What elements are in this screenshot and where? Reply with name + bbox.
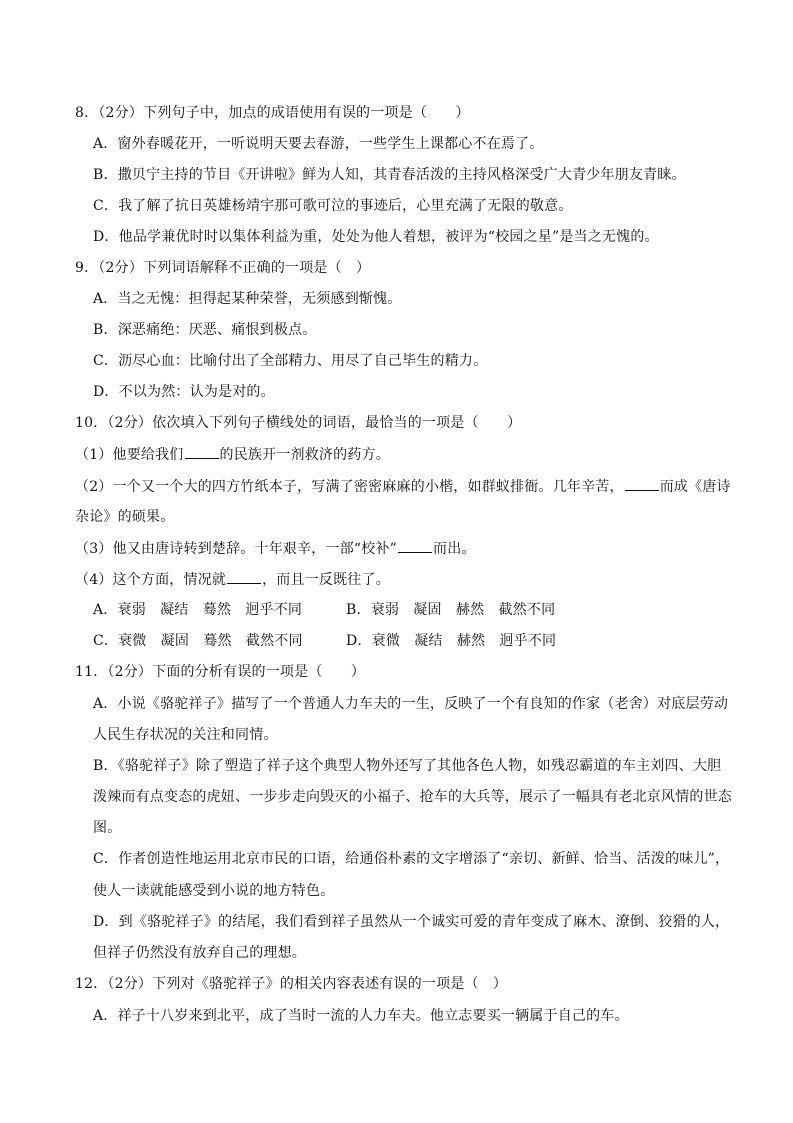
question-11-option-b-line-3: 图。	[93, 820, 122, 836]
sentence-2-suffix: 而成《唐诗	[659, 479, 731, 495]
question-12-stem: 12．（2分）下列对《骆驼祥子》的相关内容表述有误的一项是（ ）	[75, 976, 508, 992]
sentence-3-prefix: （3）他又由唐诗转到楚辞。十年艰辛，一部“校补”	[75, 541, 398, 557]
question-9-stem: 9．（2分）下列词语解释不正确的一项是（ ）	[75, 260, 371, 276]
sentence-2-prefix: （2）一个又一个大的四方竹纸本子，写满了密密麻麻的小楷，如群蚁排衙。几年辛苦，	[75, 479, 624, 495]
question-8-option-d: D．他品学兼优时时以集体利益为重，处处为他人着想，被评为“校园之星”是当之无愧的。	[93, 229, 659, 245]
question-11-option-c-line-2: 使人一读就能感受到小说的地方特色。	[93, 883, 335, 899]
question-11-option-b-line-1: B．《骆驼祥子》除了塑造了祥子这个典型人物外还写了其他各色人物，如残忍霸道的车主刘四、大胆	[93, 758, 722, 774]
sentence-1-prefix: （1）他要给我们	[75, 447, 184, 463]
fill-blank-2	[625, 476, 659, 491]
question-10-sentence-1	[75, 444, 390, 465]
question-11-option-c-line-1: C．作者创造性地运用北京市民的口语，给通俗朴素的文字增添了“亲切、新鲜、恰当、活泼的味儿”，	[93, 851, 730, 867]
question-11-option-a-line-1: A．小说《骆驼祥子》描写了一个普通人力车夫的一生，反映了一个有良知的作家（老舍）对底层劳动	[93, 696, 729, 712]
question-10-options-row-2	[93, 631, 556, 651]
question-10-options-row-1	[93, 600, 555, 620]
question-11-option-a-line-2: 人民生存状况的关注和同情。	[93, 727, 278, 743]
question-11-option-d-line-1: D．到《骆驼祥子》的结尾，我们看到祥子虽然从一个诚实可爱的青年变成了麻木、潦倒、狡猾的人，	[93, 914, 730, 930]
sentence-1-suffix: 的民族开一剂救济的药方。	[219, 447, 390, 463]
question-8-option-a: A．窗外春暖花开，一听说明天要去春游，一些学生上课都心不在焉了。	[93, 136, 544, 152]
question-10-sentence-3	[75, 538, 476, 559]
question-8-option-b: B．撒贝宁主持的节目《开讲啦》鲜为人知，其青春活泼的主持风格深受广大青少年朋友青睐。	[93, 167, 686, 183]
sentence-4-prefix: （4）这个方面，情况就	[75, 572, 227, 588]
question-9-option-d: D．不以为然：认为是对的。	[93, 384, 275, 400]
sentence-3-suffix: 而出。	[433, 541, 476, 557]
sentence-4-suffix: ，而且一反既往了。	[262, 572, 390, 588]
question-10-sentence-2-continuation: 杂论》的硕果。	[75, 509, 175, 525]
fill-blank-3	[398, 538, 432, 553]
question-8-option-c: C．我了解了抗日英雄杨靖宇那可歌可泣的事迹后，心里充满了无限的敬意。	[93, 198, 573, 214]
question-12-option-a: A．祥子十八岁来到北平，成了当时一流的人力车夫。他立志要买一辆属于自己的车。	[93, 1008, 629, 1024]
question-10-option-c: C．衰微 凝固 蓦然 截然不同	[93, 633, 303, 649]
question-10-sentence-4	[75, 569, 390, 590]
question-10-stem: 10．（2分）依次填入下列句子横线处的词语，最恰当的一项是（ ）	[75, 415, 522, 431]
question-10-option-b: B．衰弱 凝固 赫然 截然不同	[346, 602, 556, 618]
question-9-option-b: B．深恶痛绝：厌恶、痛恨到极点。	[93, 322, 317, 338]
question-9-option-c: C．沥尽心血：比喻付出了全部精力、用尽了自己毕生的精力。	[93, 353, 488, 369]
question-11-option-b-line-2: 泼辣而有点变态的虎妞、一步步走向毁灭的小福子、抢车的大兵等，展示了一幅具有老北京风情的世态	[93, 789, 732, 805]
fill-blank-4	[227, 569, 261, 584]
question-9-option-a: A．当之无愧：担得起某种荣誉，无须感到惭愧。	[93, 291, 402, 307]
question-11-stem: 11．（2分）下面的分析有误的一项是（ ）	[75, 664, 366, 680]
question-8-stem: 8．（2分）下列句子中，加点的成语使用有误的一项是（ ）	[75, 105, 470, 121]
question-10-option-d: D．衰微 凝结 赫然 迥乎不同	[346, 633, 557, 649]
question-11-option-d-line-2: 但祥子仍然没有放弃自己的理想。	[93, 945, 306, 961]
question-10-option-a: A．衰弱 凝结 蓦然 迥乎不同	[93, 602, 303, 618]
question-10-sentence-2	[75, 476, 731, 497]
fill-blank-1	[185, 444, 219, 459]
